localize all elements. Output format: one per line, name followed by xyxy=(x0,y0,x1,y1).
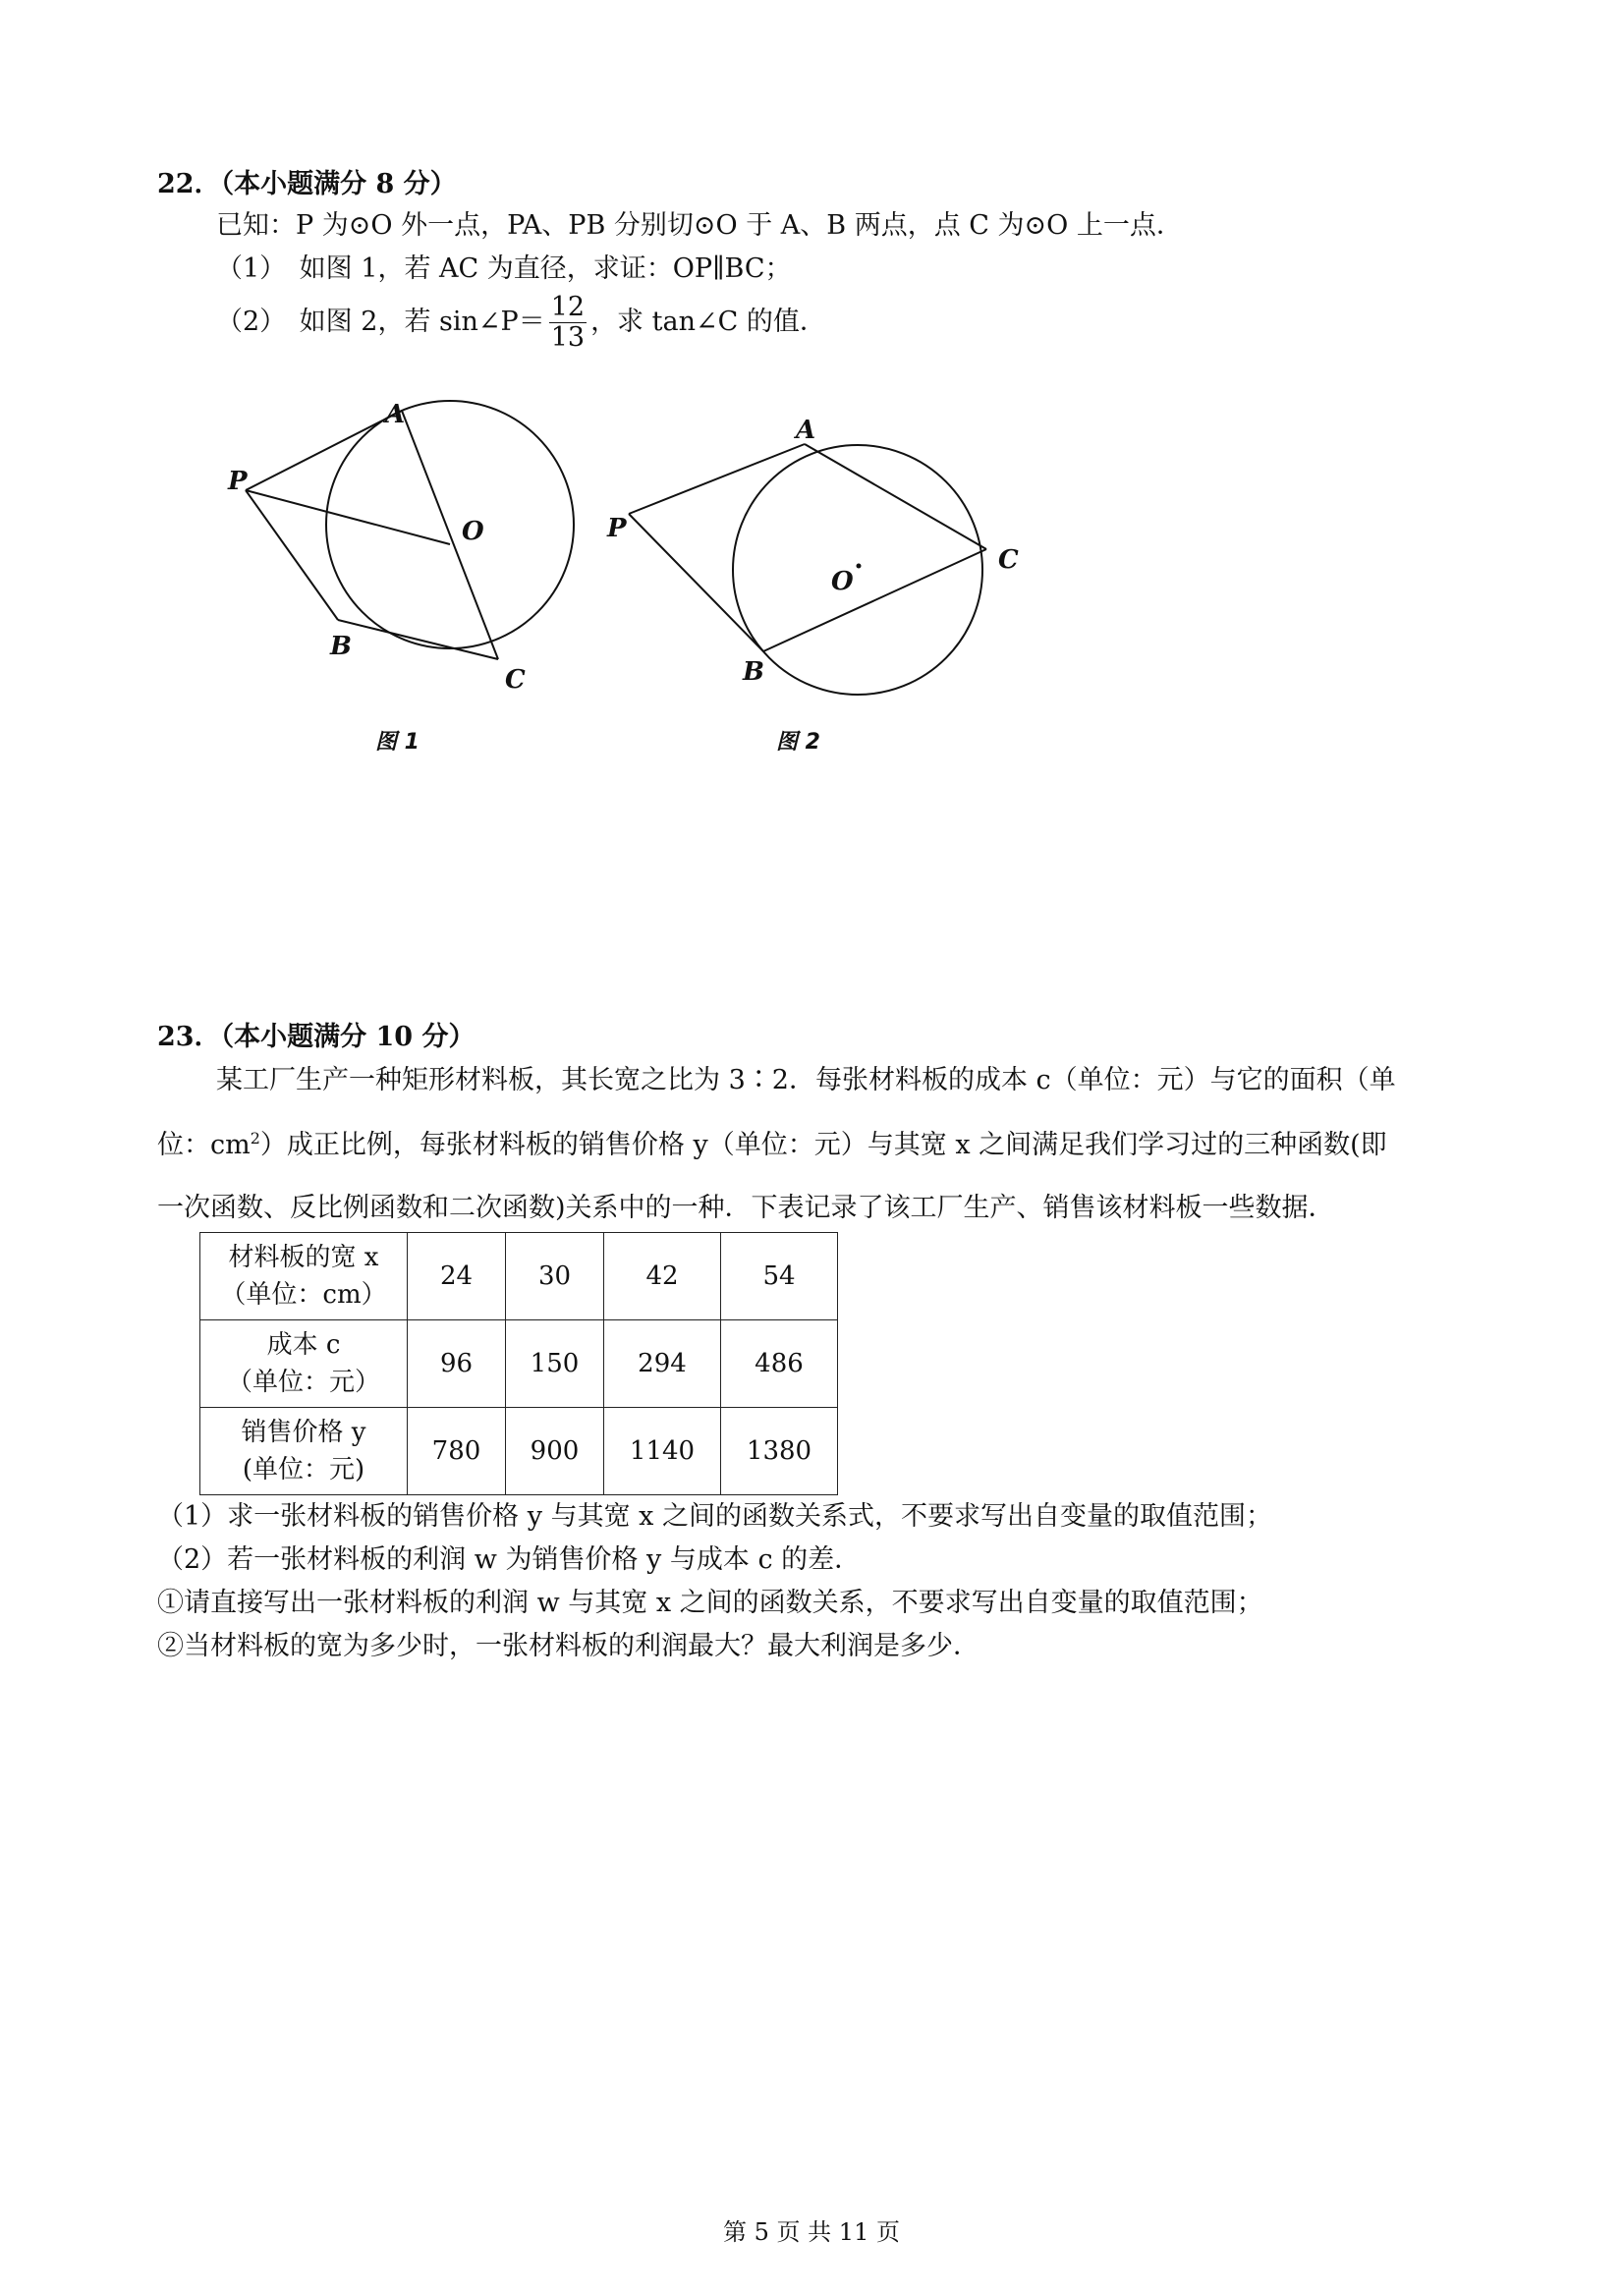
fraction-denominator: 13 xyxy=(550,322,586,353)
q22-part2-prefix: （2） 如图 2，若 sin∠P＝ xyxy=(216,307,545,337)
q23-para-line2 xyxy=(157,1126,1387,1165)
tangent-pb-fig1 xyxy=(246,490,338,620)
label-c-fig1: C xyxy=(505,665,526,695)
row-header-line2: (单位：元) xyxy=(242,1455,365,1484)
label-c-fig2: C xyxy=(998,545,1019,575)
table-cell: 42 xyxy=(604,1233,721,1320)
row-header-line2: （单位：cm） xyxy=(220,1280,387,1310)
label-b-fig2: B xyxy=(743,657,764,687)
row-header-line1: 材料板的宽 x xyxy=(228,1243,379,1272)
tangent-pa-fig1 xyxy=(246,411,402,490)
circle-o-fig2 xyxy=(733,445,982,695)
figure-2-drawing xyxy=(629,444,986,695)
table-cell: 24 xyxy=(408,1233,506,1320)
row-header xyxy=(200,1320,408,1408)
q23-sub2-1: ①请直接写出一张材料板的利润 w 与其宽 x 之间的函数关系，不要求写出自变量的取值范围； xyxy=(157,1588,1263,1618)
q22-intro: 已知：P 为⊙O 外一点，PA、PB 分别切⊙O 于 A、B 两点，点 C 为⊙O 上一点． xyxy=(216,210,1183,241)
q23-para-line1: 某工厂生产一种矩形材料板，其长宽之比为 3∶2．每张材料板的成本 c（单位：元）与它的面积（单 xyxy=(216,1065,1396,1095)
tangent-pb-fig2 xyxy=(629,514,763,651)
table-cell: 96 xyxy=(408,1320,506,1408)
table-cell: 1380 xyxy=(721,1408,838,1495)
label-a-fig2: A xyxy=(796,416,816,445)
q23-para-line3: 一次函数、反比例函数和二次函数)关系中的一种．下表记录了该工厂生产、销售该材料板一些数据． xyxy=(157,1193,1335,1223)
row-header-line1: 成本 c xyxy=(266,1330,341,1360)
row-header-line2: （单位：元） xyxy=(226,1368,380,1397)
q22-part1: （1） 如图 1，若 AC 为直径，求证：OP∥BC； xyxy=(216,253,792,284)
table-cell: 294 xyxy=(604,1320,721,1408)
label-a-fig1: A xyxy=(385,400,406,429)
label-b-fig1: B xyxy=(330,632,352,661)
q23-sub1: （1）求一张材料板的销售价格 y 与其宽 x 之间的函数关系式，不要求写出自变量的取值范围； xyxy=(157,1501,1272,1532)
caption-fig2: 图 2 xyxy=(776,730,820,755)
caption-fig1: 图 1 xyxy=(375,730,420,755)
q22-header: 22．（本小题满分 8 分） xyxy=(157,169,457,199)
row-header xyxy=(200,1408,408,1495)
label-o-fig2: O xyxy=(831,567,854,596)
table-cell: 54 xyxy=(721,1233,838,1320)
label-p-fig2: P xyxy=(607,514,627,543)
q23-para-line2-b: ）成正比例，每张材料板的销售价格 y（单位：元）与其宽 x 之间满足我们学习过的三种函数(即 xyxy=(259,1130,1387,1160)
chord-bc-fig2 xyxy=(763,549,986,651)
label-p-fig1: P xyxy=(228,467,248,496)
page-footer: 第 5 页 共 11 页 xyxy=(723,2218,900,2246)
table-row xyxy=(200,1233,838,1320)
fraction-numerator: 12 xyxy=(550,292,586,322)
table-cell: 486 xyxy=(721,1320,838,1408)
center-dot-fig2 xyxy=(857,564,862,569)
table-cell: 1140 xyxy=(604,1408,721,1495)
circle-o-fig1 xyxy=(326,401,574,648)
q23-header: 23．（本小题满分 10 分） xyxy=(157,1022,476,1052)
q22-part2-suffix: ，求 tan∠C 的值． xyxy=(590,307,826,337)
segment-po-fig1 xyxy=(246,490,450,544)
chord-bc-fig1 xyxy=(338,620,498,659)
q23-para-line2-a: 位：cm xyxy=(157,1130,251,1160)
table-cell: 780 xyxy=(408,1408,506,1495)
q23-sub2-2: ②当材料板的宽为多少时，一张材料板的利润最大？最大利润是多少． xyxy=(157,1631,979,1661)
table-row xyxy=(200,1320,838,1408)
label-o-fig1: O xyxy=(462,517,484,546)
superscript-2: 2 xyxy=(250,1129,260,1148)
tangent-pa-fig2 xyxy=(629,444,805,514)
table-cell: 30 xyxy=(506,1233,604,1320)
row-header-line1: 销售价格 y xyxy=(241,1418,366,1447)
table-row xyxy=(200,1408,838,1495)
table-cell: 150 xyxy=(506,1320,604,1408)
table-cell: 900 xyxy=(506,1408,604,1495)
figure-1-drawing xyxy=(246,401,574,659)
row-header xyxy=(200,1233,408,1320)
data-table xyxy=(199,1232,838,1495)
q23-sub2: （2）若一张材料板的利润 w 为销售价格 y 与成本 c 的差． xyxy=(157,1544,862,1575)
